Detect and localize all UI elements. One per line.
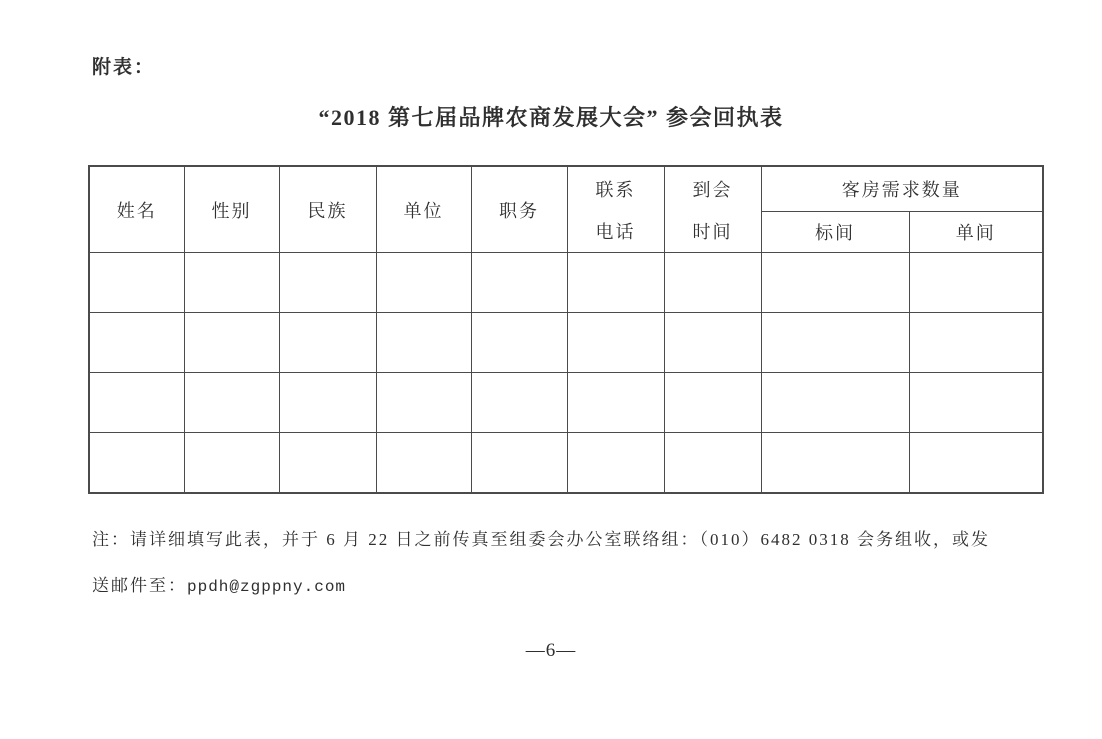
- header-organization: 单位: [376, 166, 471, 253]
- empty-cell: [909, 373, 1043, 433]
- empty-cell: [89, 313, 184, 373]
- email-address: ppdh@zgppny.com: [187, 578, 347, 596]
- header-arrival-time: [664, 166, 761, 253]
- empty-cell: [184, 373, 279, 433]
- empty-cell: [376, 373, 471, 433]
- empty-cell: [89, 373, 184, 433]
- empty-cell: [567, 253, 664, 313]
- empty-cell: [471, 373, 567, 433]
- note: [92, 517, 990, 610]
- page-number: —6—: [525, 640, 577, 661]
- empty-cell: [376, 313, 471, 373]
- header-contact-phone-line2: 电话: [595, 221, 636, 242]
- empty-cell: [184, 433, 279, 493]
- empty-cell: [376, 253, 471, 313]
- empty-cell: [89, 253, 184, 313]
- header-contact-phone: [567, 166, 664, 253]
- empty-cell: [89, 433, 184, 493]
- empty-cell: [664, 433, 761, 493]
- empty-cell: [567, 373, 664, 433]
- empty-row: [89, 433, 1043, 493]
- empty-cell: [279, 373, 376, 433]
- header-ethnicity: 民族: [279, 166, 376, 253]
- empty-cell: [184, 253, 279, 313]
- empty-cell: [761, 253, 909, 313]
- empty-row: [89, 253, 1043, 313]
- header-single-room: 单间: [909, 212, 1043, 253]
- empty-cell: [471, 313, 567, 373]
- note-line-1: 注：请详细填写此表，并于 6 月 22 日之前传真至组委会办公室联络组：（010）6482 0318 会务组收，或发: [92, 530, 990, 549]
- header-position: 职务: [471, 166, 567, 253]
- document-title: “2018 第七届品牌农商发展大会” 参会回执表: [318, 105, 784, 130]
- header-arrival-time-lines: [665, 167, 761, 252]
- empty-cell: [909, 433, 1043, 493]
- header-arrival-time-line1: 到会: [692, 179, 733, 200]
- header-standard-room: 标间: [761, 212, 909, 253]
- header-name: 姓名: [89, 166, 184, 253]
- empty-cell: [471, 433, 567, 493]
- empty-cell: [909, 253, 1043, 313]
- empty-cell: [279, 313, 376, 373]
- note-line-2-prefix: 送邮件至：: [92, 576, 187, 595]
- table-body: [89, 253, 1043, 493]
- empty-cell: [279, 433, 376, 493]
- table-header-row-1: [89, 166, 1043, 212]
- empty-row: [89, 373, 1043, 433]
- empty-cell: [761, 433, 909, 493]
- header-gender: 性别: [184, 166, 279, 253]
- empty-cell: [279, 253, 376, 313]
- header-arrival-time-line2: 时间: [692, 221, 733, 242]
- attachment-label: 附表：: [92, 57, 156, 78]
- empty-cell: [664, 313, 761, 373]
- empty-row: [89, 313, 1043, 373]
- empty-cell: [567, 313, 664, 373]
- registration-table: [88, 165, 1044, 494]
- empty-cell: [909, 313, 1043, 373]
- header-contact-phone-lines: [568, 167, 664, 252]
- note-line-2: [92, 563, 990, 610]
- header-room-demand-group: 客房需求数量: [761, 166, 1043, 212]
- empty-cell: [471, 253, 567, 313]
- empty-cell: [664, 253, 761, 313]
- header-contact-phone-line1: 联系: [595, 179, 636, 200]
- empty-cell: [664, 373, 761, 433]
- empty-cell: [567, 433, 664, 493]
- empty-cell: [184, 313, 279, 373]
- empty-cell: [761, 373, 909, 433]
- empty-cell: [761, 313, 909, 373]
- empty-cell: [376, 433, 471, 493]
